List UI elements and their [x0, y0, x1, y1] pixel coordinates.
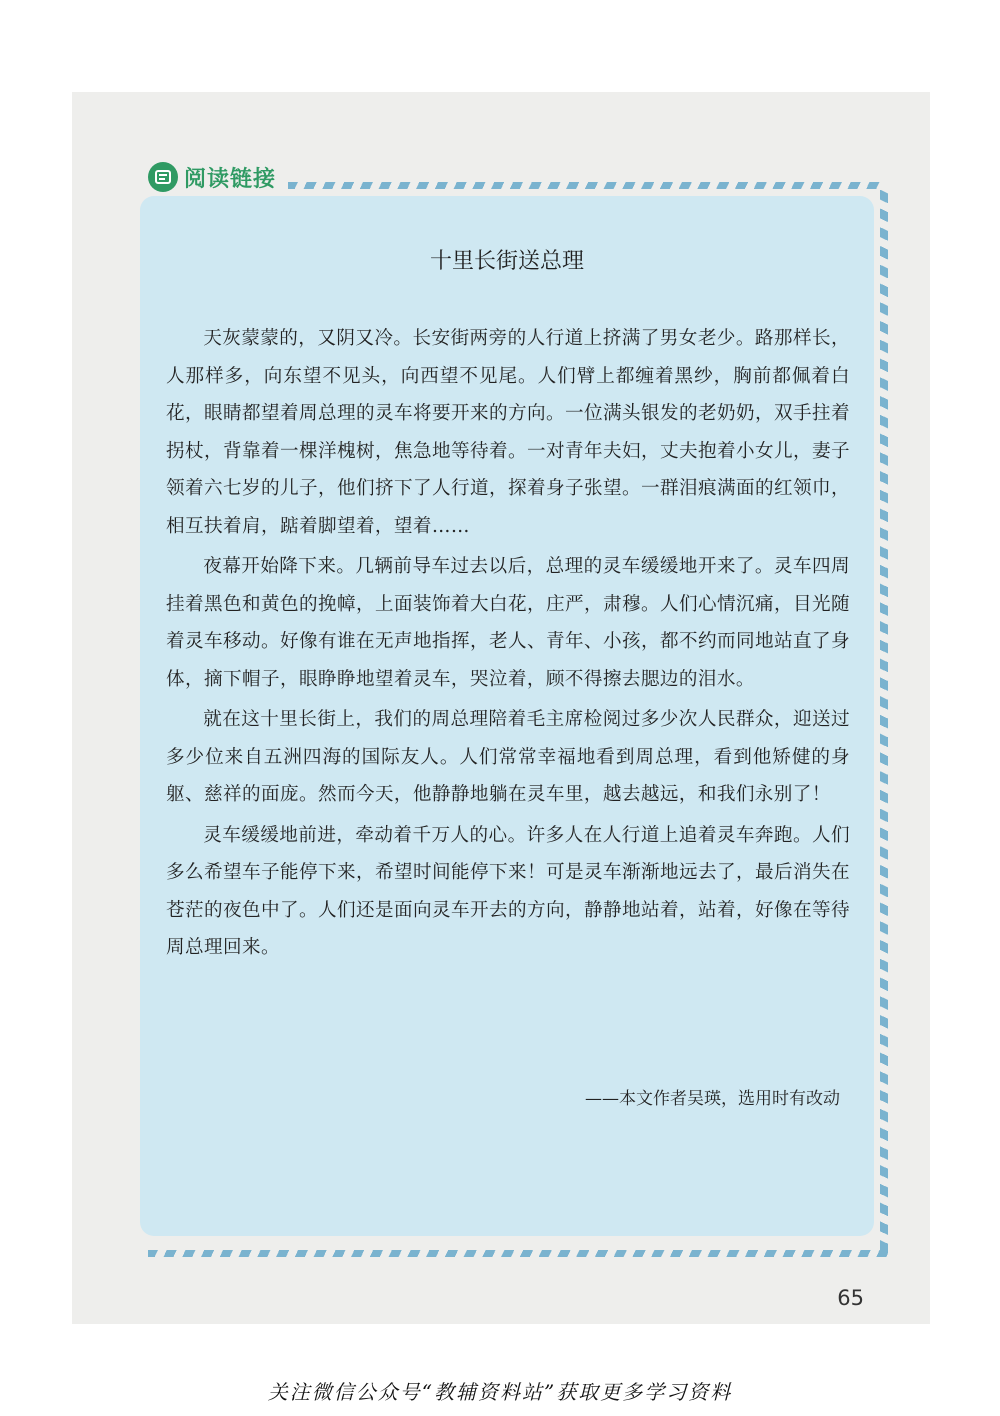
paragraph: 夜幕开始降下来。几辆前导车过去以后，总理的灵车缓缓地开来了。灵车四周挂着黑色和黄色的挽幛，上面装饰着大白花，庄严，肃穆。人们心情沉痛，目光随着灵车移动。好像有谁在无声地指挥，老人、青年、小孩，都不约而同地站直了身体，摘下帽子，眼睁睁地望着灵车，哭泣着，顾不得擦去腮边的泪水。	[166, 556, 850, 690]
dashed-border-bottom	[148, 1250, 888, 1257]
section-header-label: 阅读链接	[184, 166, 277, 192]
paragraph: 就在这十里长街上，我们的周总理陪着毛主席检阅过多少次人民群众，迎送过多少位来自五洲四海的国际友人。人们常常幸福地看到周总理，看到他矫健的身躯、慈祥的面庞。然而今天，他静静地躺在灵车里，越去越远，和我们永别了！	[166, 709, 850, 805]
paragraph: 灵车缓缓地前进，牵动着千万人的心。许多人在人行道上追着灵车奔跑。人们多么希望车子能停下来，希望时间能停下来！可是灵车渐渐地远去了，最后消失在苍茫的夜色中了。人们还是面向灵车开去的方向，静静地站着，站着，好像在等待周总理回来。	[166, 824, 850, 958]
article-body	[166, 320, 850, 970]
section-header	[148, 160, 276, 194]
article-source: ——本文作者吴瑛，选用时有改动	[585, 1089, 840, 1109]
footer-note: 关注微信公众号“教辅资料站”获取更多学习资料	[267, 1380, 733, 1404]
book-icon	[148, 162, 178, 192]
article-title: 十里长街送总理	[429, 249, 584, 274]
page-number: 65	[837, 1286, 864, 1310]
dashed-border-right	[880, 190, 888, 1250]
paragraph: 天灰蒙蒙的，又阴又冷。长安街两旁的人行道上挤满了男女老少。路那样长，人那样多，向东望不见头，向西望不见尾。人们臂上都缠着黑纱，胸前都佩着白花，眼睛都望着周总理的灵车将要开来的方向。一位满头银发的老奶奶，双手拄着拐杖，背靠着一棵洋槐树，焦急地等待着。一对青年夫妇，丈夫抱着小女儿，妻子领着六七岁的儿子，他们挤下了人行道，探着身子张望。一群泪痕满面的红领巾，相互扶着肩，踮着脚望着，望着……	[166, 328, 850, 537]
dashed-border-top	[288, 182, 880, 189]
